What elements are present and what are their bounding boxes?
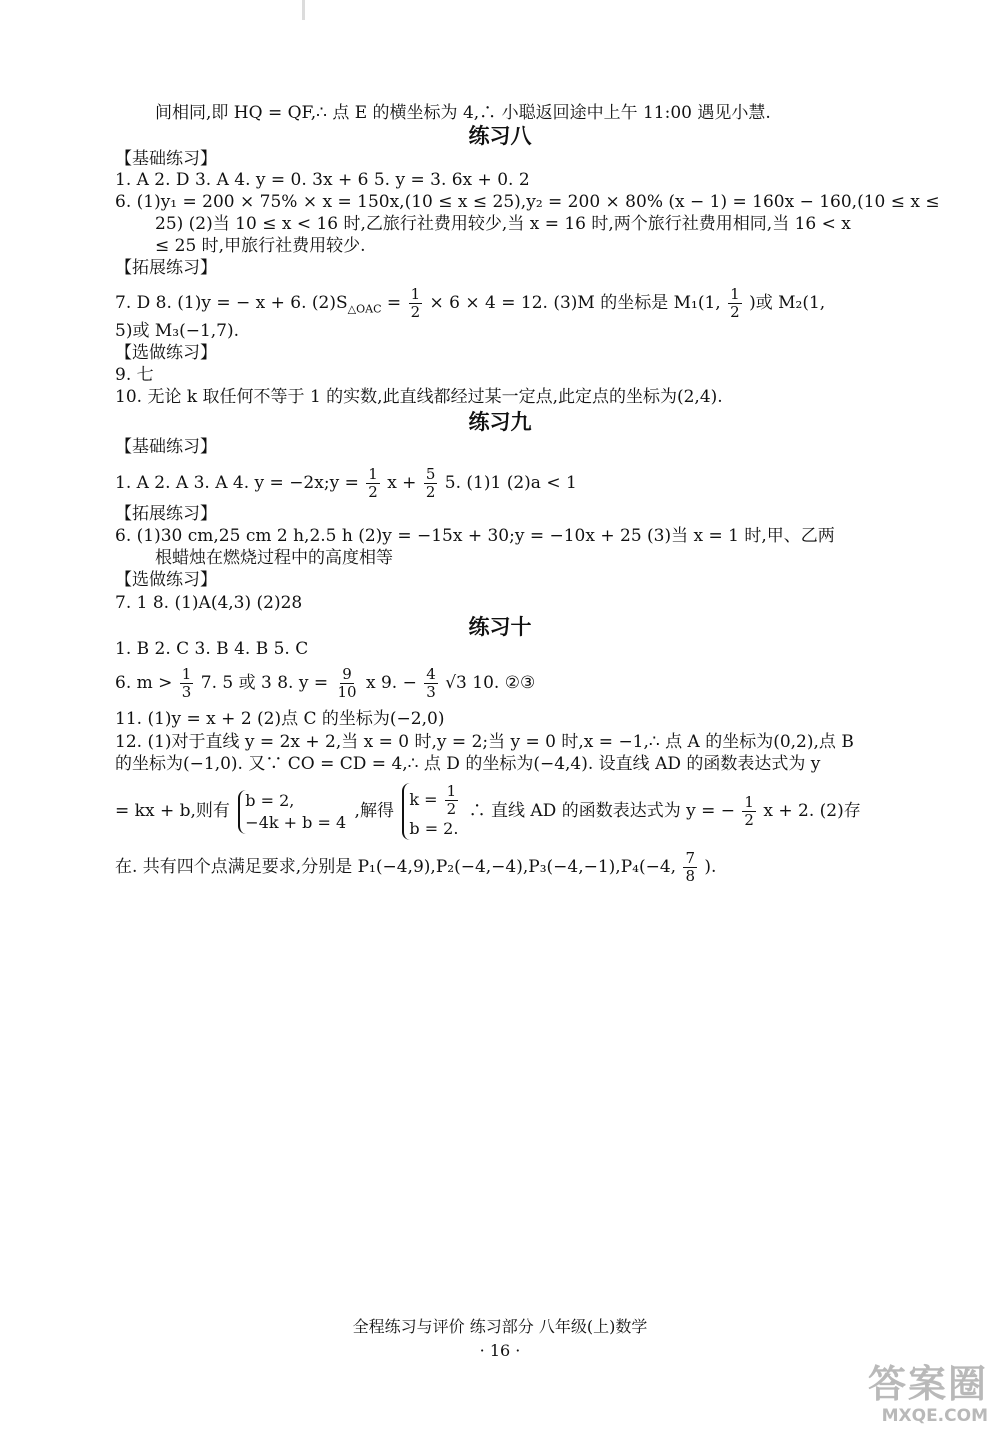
fraction-denominator: 2: [368, 483, 378, 501]
fraction-denominator: 10: [337, 683, 357, 701]
fraction-numerator: 1: [368, 465, 378, 483]
subsection-extension: 【拓展练习】: [115, 258, 217, 278]
equation: b = 2.: [409, 819, 459, 838]
text-line: 7. 1 8. (1)A(4,3) (2)28: [115, 593, 303, 613]
fraction: [409, 286, 423, 321]
fraction: [445, 783, 459, 818]
fraction: [424, 666, 438, 701]
text-segment: ,解得: [354, 801, 394, 821]
page-number: · 16 ·: [479, 1341, 521, 1360]
fraction: [424, 466, 438, 501]
text-line: 6. (1)y₁ = 200 × 75% × x = 150x,(10 ≤ x ≤ 25),y₂ = 200 × 80% (x − 1) = 160x − 160,(10 ≤ x ≤: [115, 192, 940, 212]
fraction-denominator: 8: [685, 867, 696, 885]
fraction-denominator: 2: [730, 303, 740, 321]
text-line: 12. (1)对于直线 y = 2x + 2,当 x = 0 时,y = 2;当 y = 0 时,x = −1,∴ 点 A 的坐标为(0,2),点 B: [115, 732, 854, 752]
subsection-extension: 【拓展练习】: [115, 504, 217, 524]
text-segment: )或 M₂(1,: [749, 293, 826, 313]
watermark-logo-text: 答案圈: [867, 1362, 988, 1406]
text-line: 25) (2)当 10 ≤ x < 16 时,乙旅行社费用较少,当 x = 16 时,两个旅行社费用相同,当 16 < x: [155, 214, 851, 234]
text-segment: 7. D 8. (1)y = − x + 6. (2)S: [115, 293, 348, 313]
subscript: △OAC: [347, 302, 382, 316]
equation-system: [238, 790, 346, 834]
text-line: 5)或 M₃(−1,7).: [115, 321, 240, 341]
text-segment: ).: [704, 857, 717, 877]
text-segment: 5. (1)1 (2)a < 1: [444, 473, 577, 493]
text-line: 9. 七: [115, 365, 154, 385]
fraction: [336, 666, 359, 701]
text-segment: x +: [387, 473, 422, 493]
text-line: 11. (1)y = x + 2 (2)点 C 的坐标为(−2,0): [115, 709, 445, 729]
fraction-numerator: 1: [181, 665, 192, 683]
equation: [409, 783, 460, 818]
fraction-numerator: 1: [410, 285, 421, 303]
scan-artifact: [302, 0, 305, 20]
subsection-optional: 【选做练习】: [115, 570, 217, 590]
text-segment: x + 2. (2)存: [763, 801, 861, 821]
footer-title: 全程练习与评价 练习部分 八年级(上)数学: [352, 1317, 648, 1336]
subsection-optional: 【选做练习】: [115, 343, 217, 363]
fraction: [742, 794, 756, 829]
fraction: [366, 466, 380, 501]
fraction-denominator: 2: [410, 303, 421, 321]
solution-system: [402, 783, 460, 840]
text-segment: ∴ 直线 AD 的函数表达式为 y = −: [468, 801, 741, 821]
fraction-numerator: 1: [446, 782, 457, 800]
section-heading-exercise-9: 练习九: [468, 410, 532, 434]
fraction-denominator: 2: [744, 811, 754, 829]
text-segment: k =: [409, 790, 443, 809]
text-line: 的坐标为(−1,0). 又∵ CO = CD = 4,∴ 点 D 的坐标为(−4,4). 设直线 AD 的函数表达式为 y: [115, 754, 821, 774]
text-segment: = kx + b,则有: [115, 801, 230, 821]
fraction: [728, 286, 742, 321]
text-line: 1. B 2. C 3. B 4. B 5. C: [115, 639, 309, 659]
text-segment: 7. 5 或 3 8. y =: [200, 673, 334, 693]
fraction-numerator: 5: [425, 465, 436, 483]
site-watermark-logo: [838, 1362, 988, 1432]
fraction-numerator: 1: [744, 793, 754, 811]
text-segment: 在. 共有四个点满足要求,分别是 P₁(−4,9),P₂(−4,−4),P₃(−4,−1),P₄(−4,: [115, 857, 677, 877]
text-line: 10. 无论 k 取任何不等于 1 的实数,此直线都经过某一定点,此定点的坐标为(2,4).: [115, 387, 723, 407]
fraction: [683, 850, 697, 885]
text-line: ≤ 25 时,甲旅行社费用较少.: [155, 236, 366, 256]
fraction-numerator: 4: [426, 665, 436, 683]
text-line: 1. A 2. D 3. A 4. y = 0. 3x + 6 5. y = 3. 6x + 0. 2: [115, 170, 530, 190]
text-segment: =: [381, 293, 407, 313]
text-segment: × 6 × 4 = 12. (3)M 的坐标是 M₁(1,: [429, 293, 721, 313]
text-line: 根蜡烛在燃烧过程中的高度相等: [155, 548, 393, 568]
text-line-with-fraction: [115, 466, 945, 501]
equation: −4k + b = 4: [245, 812, 347, 832]
watermark-domain: MXQE.COM: [881, 1406, 988, 1426]
subsection-basic: 【基础练习】: [115, 149, 217, 169]
fraction-denominator: 2: [425, 483, 436, 501]
equation: b = 2,: [245, 790, 295, 810]
section-heading-exercise-10: 练习十: [468, 615, 532, 639]
fraction: [180, 666, 194, 701]
fraction-numerator: 1: [730, 285, 740, 303]
text-line-with-fraction: [115, 286, 945, 321]
text-line: 间相同,即 HQ = QF,∴ 点 E 的横坐标为 4,∴ 小聪返回途中上午 11:00 遇见小慧.: [155, 103, 771, 123]
text-line: 6. (1)30 cm,25 cm 2 h,2.5 h (2)y = −15x + 30;y = −10x + 25 (3)当 x = 1 时,甲、乙两: [115, 526, 835, 546]
fraction-denominator: 3: [426, 683, 436, 701]
text-line-with-fraction: [115, 666, 945, 701]
text-line-with-fraction: [115, 850, 945, 885]
text-segment: 6. m >: [115, 673, 178, 693]
subsection-basic: 【基础练习】: [115, 437, 217, 457]
fraction-denominator: 3: [181, 683, 192, 701]
text-segment: √3 10. ②③: [445, 673, 536, 693]
text-segment: 1. A 2. A 3. A 4. y = −2x;y =: [115, 473, 365, 493]
fraction-denominator: 2: [446, 800, 457, 818]
fraction-numerator: 7: [685, 849, 696, 867]
section-heading-exercise-8: 练习八: [468, 124, 532, 148]
fraction-numerator: 9: [342, 665, 352, 683]
text-line-with-system: [115, 783, 945, 840]
text-segment: x 9. −: [366, 673, 423, 693]
